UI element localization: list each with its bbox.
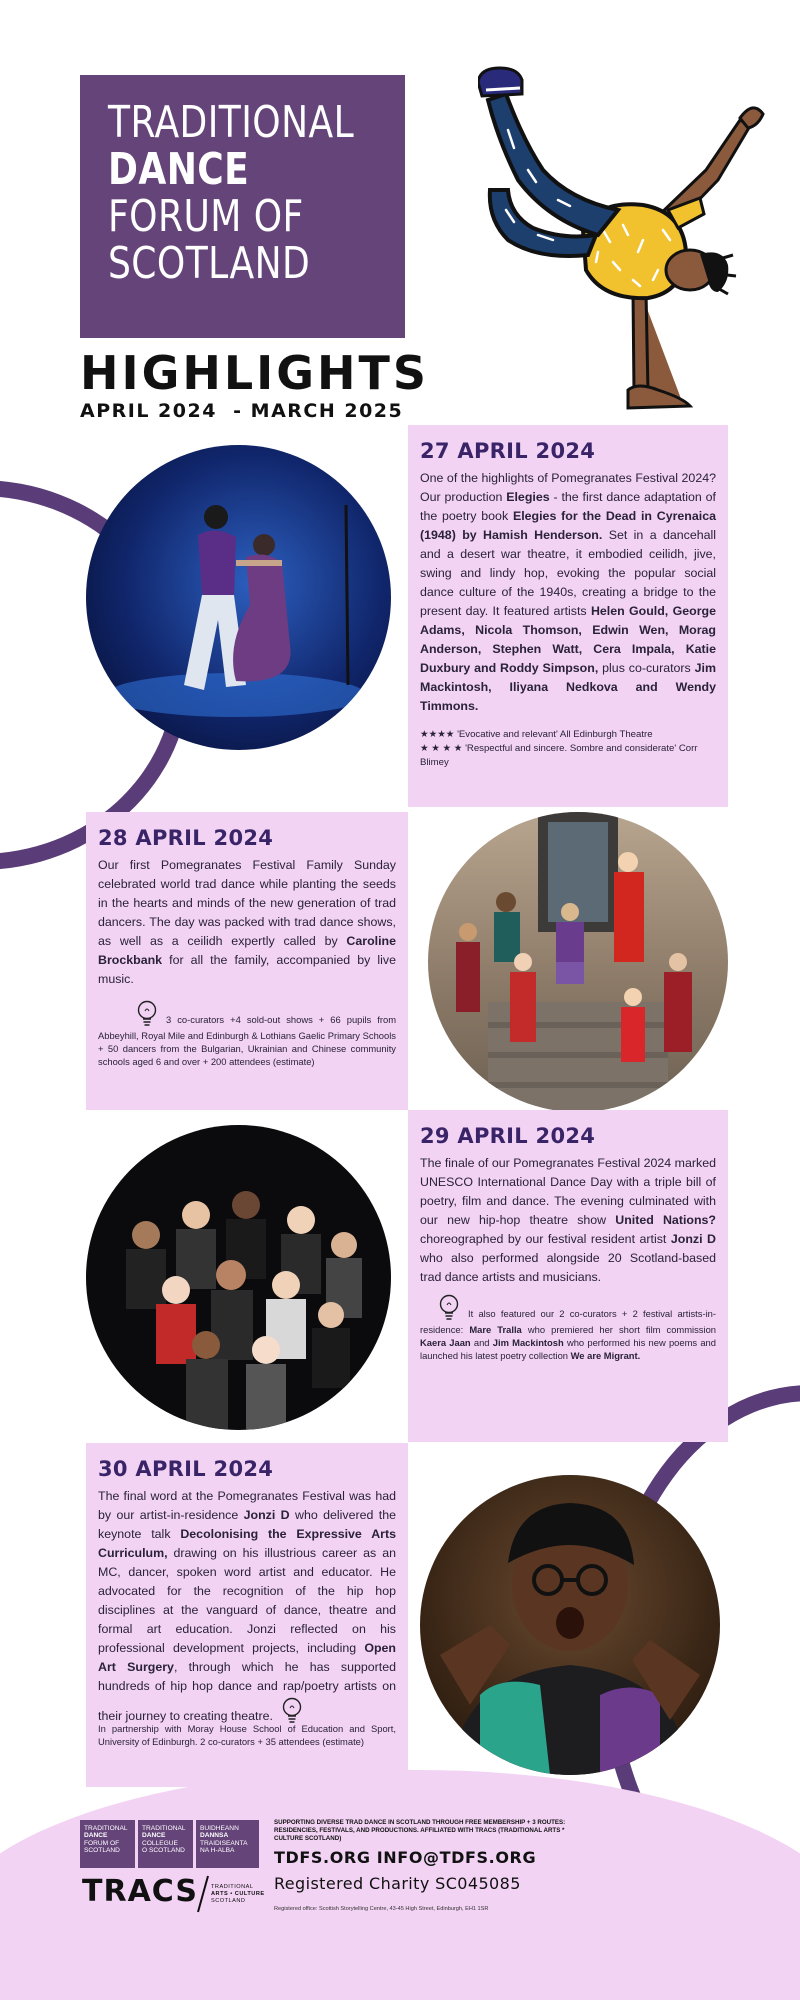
lightbulb-icon xyxy=(436,1293,462,1323)
mini-logo-line: TRAIDISEANTA xyxy=(200,1839,248,1847)
footer-logo-gaelic xyxy=(196,1820,260,1868)
panel-body: One of the highlights of Pomegranates Festival 2024? Our production Elegies - the first dance adaptation of the poetry book Elegies for the Dead in Cyrenaica (1948) by Hamish Henderson. Set in a dancehall and a desert war theatre, it embodied ceilidh, jive, swing and lindy hop, evoking the popular social dance culture of the 1940s, creating a bridge to the present day. It featured artists Helen Gould, George Adams, Nicola Thomson, Edwin Wen, Morag Anderson, Stephen Watt, Cera Impala, Katie Duxbury and Roddy Simpson, plus co-curators Jim Mackintosh, Iliyana Nedkova and Wendy Timmons. xyxy=(420,471,717,713)
photo-united-nations xyxy=(86,1125,391,1430)
page-title: HIGHLIGHTS xyxy=(80,346,430,400)
tracs-sub-line: SCOTLAND xyxy=(211,1898,246,1904)
lightbulb-icon xyxy=(134,999,160,1029)
mini-logo-line: TRADITIONAL xyxy=(142,1825,186,1832)
tracs-sub-line: TRADITIONAL xyxy=(211,1884,254,1890)
mini-logo-line: BUIDHEANN xyxy=(200,1825,239,1832)
photo-elegies-dancers xyxy=(86,445,391,750)
mini-logo-line: DANNSA xyxy=(200,1832,229,1840)
review-line: ★★★★ 'Evocative and relevant' All Edinburgh Theatre xyxy=(420,729,653,740)
mini-logo-line: DANCE xyxy=(84,1832,108,1840)
website-email[interactable]: TDFS.ORG INFO@TDFS.ORG xyxy=(274,1848,537,1867)
panel-note: In partnership with Moray House School of Education and Sport, University of Edinburgh. 2 co-curators + 35 attendees (estimate) xyxy=(98,1723,396,1747)
support-text: SUPPORTING DIVERSE TRAD DANCE IN SCOTLAND THROUGH FREE MEMBERSHIP + 3 ROUTES: RESIDENCIES, FESTIVALS, AND PRODUCTIONS. AFFILIATED WITH TRACS (TRADITIONAL ARTS * CULTURE SCOTLAND) xyxy=(274,1819,566,1842)
review-line: ★ ★ ★ ★ 'Respectful and sincere. Sombre and considerate' Corr Blimey xyxy=(420,743,698,768)
photo-jonzi-d xyxy=(420,1475,720,1775)
mini-logo-line: DANCE xyxy=(142,1832,166,1840)
logo-line: SCOTLAND xyxy=(108,238,311,289)
mini-logo-line: O SCOTLAND xyxy=(142,1847,185,1855)
tracs-slash xyxy=(196,1874,210,1914)
tdfs-logo xyxy=(80,75,405,338)
panel-note: 3 co-curators +4 sold-out shows + 66 pupils from Abbeyhill, Royal Mile and Edinburgh & Lothians Gaelic Primary Schools + 50 dancers from the Bulgarian, Ukrainian and Chinese community schools aged 6 and over + 200 attendees (estimate) xyxy=(98,1014,396,1067)
logo-line: TRADITIONAL xyxy=(108,97,355,148)
tracs-logo: TRACS xyxy=(82,1874,198,1909)
panel-date: 28 APRIL 2024 xyxy=(98,826,274,850)
logo-line: FORUM OF xyxy=(108,191,304,242)
panel-29-april xyxy=(408,1110,728,1442)
mini-logo-line: SCOTLAND xyxy=(84,1847,120,1855)
panel-body: Our first Pomegranates Festival Family Sunday celebrated world trad dance while planting the seeds in the hearts and minds of the new generation of trad dancers. The day was packed with trad dance shows, as well as a ceilidh expertly called by Caroline Brockbank for all the family, accompanied by live music. xyxy=(98,858,396,986)
panel-date: 29 APRIL 2024 xyxy=(420,1124,596,1148)
logo-line: DANCE xyxy=(108,144,250,195)
panel-27-april xyxy=(408,425,728,807)
panel-date: 30 APRIL 2024 xyxy=(98,1457,274,1481)
date-range: APRIL 2024 - MARCH 2025 xyxy=(80,400,404,422)
registered-office: Registered office: Scottish Storytelling Centre, 43-45 High Street, Edinburgh, EH1 1SR xyxy=(274,1906,489,1912)
mini-logo-line: COLLEGUE xyxy=(142,1839,178,1847)
panel-30-april xyxy=(86,1443,408,1787)
panel-date: 27 APRIL 2024 xyxy=(420,439,596,463)
tracs-sub-line: ARTS • CULTURE xyxy=(211,1891,265,1897)
footer-logo-english xyxy=(80,1820,136,1868)
photo-family-sunday xyxy=(428,812,728,1112)
breakdancer-illustration xyxy=(478,30,778,415)
mini-logo-line: NA H-ALBA xyxy=(200,1847,235,1855)
panel-body: The finale of our Pomegranates Festival 2024 marked UNESCO International Dance Day with a triple bill of poetry, film and dance. The evening culminated with our new hip-hop theatre show United Nations? choreographed by our festival resident artist Jonzi D who also performed alongside 20 Scotland-based trad dance artists and musicians. xyxy=(420,1156,716,1284)
charity-number: Registered Charity SC045085 xyxy=(274,1874,521,1893)
panel-note: It also featured our 2 co-curators + 2 festival artists-in-residence: Mare Tralla who premiered her short film commission Kaera Jaan and Jim Mackintosh who performed his new poems and launched his latest poetry collection We are Migrant. xyxy=(420,1308,717,1361)
panel-body: The final word at the Pomegranates Festival was had by our artist-in-residence Jonzi D who delivered the keynote talk Decolonising the Expressive Arts Curriculum, drawing on his illustrious career as an MC, dancer, spoken word artist and educator. He advocated for the recognition of the hip hop disciplines at the vanguard of dance, theatre and formal art education. Jonzi reflected on his professional development projects, including Open Art Surgery, through which he has supported hundreds of hip hop dance and rap/poetry artists on their journey to creating theatre. xyxy=(98,1489,396,1723)
panel-28-april xyxy=(86,812,408,1110)
footer-logo-scots xyxy=(138,1820,194,1868)
mini-logo-line: FORUM OF xyxy=(84,1839,120,1847)
mini-logo-line: TRADITIONAL xyxy=(84,1825,128,1832)
tracs-subtitle xyxy=(211,1884,265,1905)
